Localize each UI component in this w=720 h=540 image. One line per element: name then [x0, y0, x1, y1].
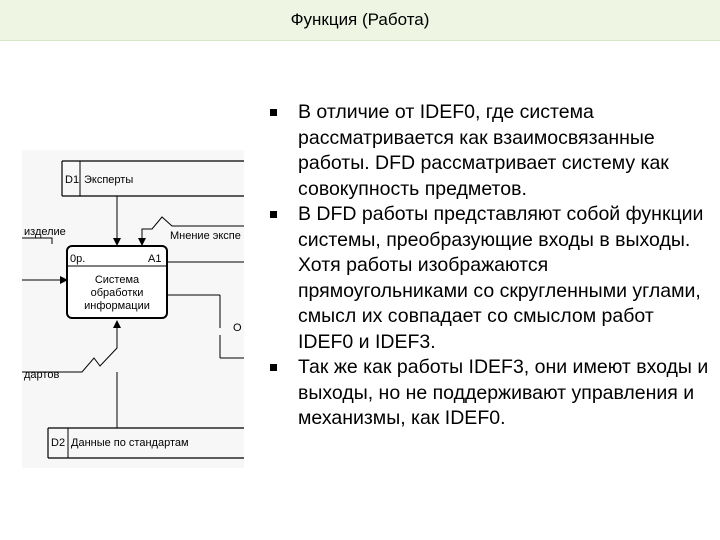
- process-id: A1: [148, 253, 162, 265]
- process-left-label: 0р.: [70, 253, 86, 265]
- process-name-line3: информации: [84, 300, 150, 312]
- store-d2-id: D2: [51, 437, 66, 449]
- process-name-line2: обработки: [90, 287, 144, 299]
- title-bar: [0, 0, 720, 41]
- store-d1-name: Эксперты: [84, 174, 134, 186]
- flow-mnenie-label: Мнение экспе: [170, 230, 241, 242]
- dfd-diagram: [22, 150, 244, 468]
- bullet-marker: [270, 109, 277, 116]
- bullet-marker: [270, 211, 277, 218]
- flow-o-label: О: [233, 322, 242, 334]
- page-title: Функция (Работа): [290, 10, 430, 29]
- store-d1-id: D1: [65, 174, 80, 186]
- bullet-item: [270, 355, 710, 432]
- bullet-text: В отличие от IDEF0, где система рассматривается как взаимосвязанные работы. DFD рассматривает систему как совокупность предметов.: [298, 101, 669, 200]
- flow-dartov-label: дартов: [24, 369, 60, 381]
- process-name-line1: Система: [94, 274, 140, 286]
- bullet-item: [270, 202, 710, 355]
- bullet-item: [270, 100, 710, 202]
- flow-izdelie-label: изделие: [24, 226, 66, 238]
- bullet-list: [270, 100, 710, 432]
- bullet-marker: [270, 364, 277, 371]
- store-d2-name: Данные по стандартам: [71, 437, 189, 449]
- bullet-text: Так же как работы IDEF3, они имеют входы и выходы, но не поддерживают управления и механизмы, как IDEF0.: [298, 356, 709, 429]
- bullet-text: В DFD работы представляют собой функции системы, преобразующие входы в выходы. Хотя работы изображаются прямоугольниками со скругленными углами, смысл их совпадает со смыслом работ IDEF0 и IDEF3.: [298, 203, 704, 353]
